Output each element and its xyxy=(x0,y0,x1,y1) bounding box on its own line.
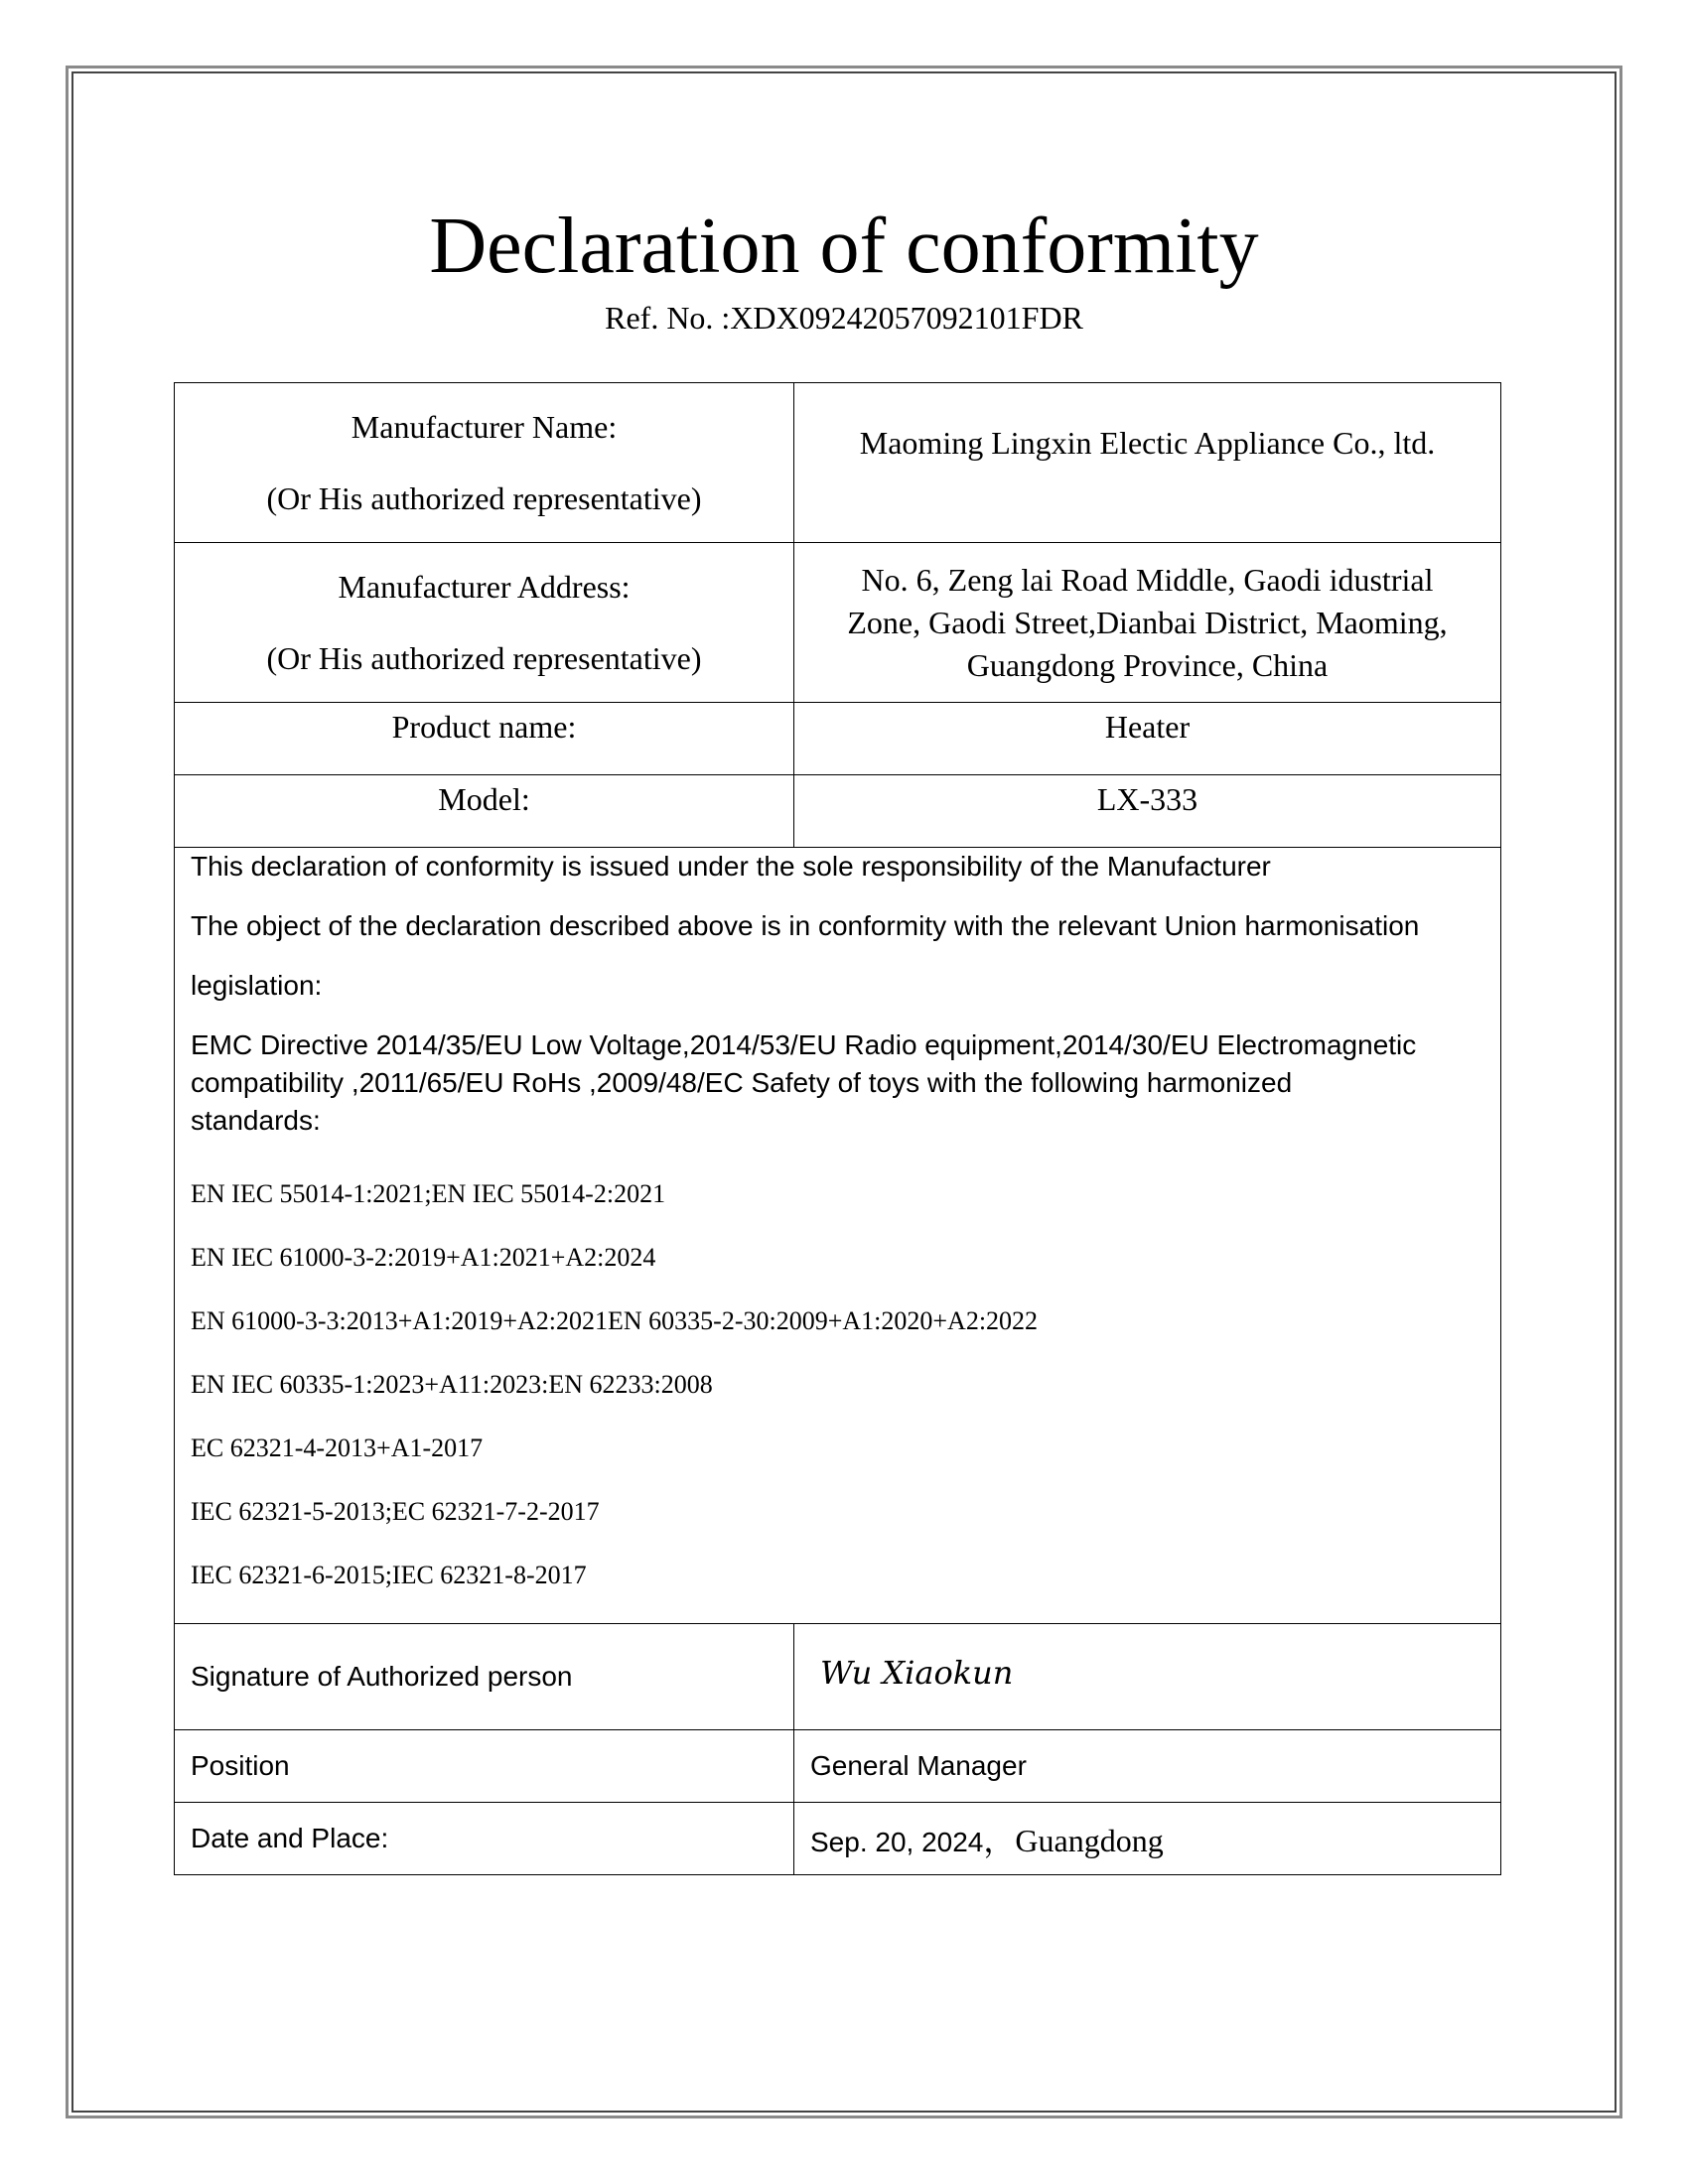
date-value: Sep. 20, 2024 xyxy=(810,1827,984,1857)
document-title: Declaration of conformity xyxy=(429,203,1259,290)
manufacturer-name-value: Maoming Lingxin Electic Appliance Co., ltd. xyxy=(859,425,1436,461)
model-value: LX-333 xyxy=(1096,781,1198,817)
manufacturer-address-line: Zone, Gaodi Street,Dianbai District, Maoming, xyxy=(847,604,1448,640)
date-place-row xyxy=(175,1803,1501,1875)
model-value-cell xyxy=(794,775,1501,848)
product-name-row xyxy=(175,703,1501,775)
model-label: Model: xyxy=(438,781,530,817)
standard-item: EN IEC 60335-1:2023+A11:2023:EN 62233:2008 xyxy=(191,1370,713,1399)
manufacturer-name-value-cell xyxy=(794,383,1501,543)
signature-label: Signature of Authorized person xyxy=(191,1661,573,1692)
position-label-cell xyxy=(175,1730,794,1803)
date-place-label-cell xyxy=(175,1803,794,1875)
manufacturer-name-label: Manufacturer Name: xyxy=(351,409,618,445)
manufacturer-address-row xyxy=(175,543,1501,703)
declaration-cell xyxy=(175,848,1501,1624)
conformity-statement-line: The object of the declaration described above is in conformity with the relevant Union harmonisation xyxy=(191,910,1420,941)
signature-value-cell xyxy=(794,1624,1501,1730)
manufacturer-address-label: Manufacturer Address: xyxy=(338,569,631,605)
product-name-value: Heater xyxy=(1104,709,1191,745)
manufacturer-address-line: No. 6, Zeng lai Road Middle, Gaodi idustrial xyxy=(861,561,1434,598)
position-value-cell xyxy=(794,1730,1501,1803)
place-value: ，Guangdong xyxy=(983,1823,1164,1858)
declaration-row xyxy=(175,848,1501,1624)
standard-item: EN 61000-3-3:2013+A1:2019+A2:2021EN 60335-2-30:2009+A1:2020+A2:2022 xyxy=(191,1306,1039,1335)
signature-label-cell xyxy=(175,1624,794,1730)
manufacturer-name-label-cell xyxy=(175,383,794,543)
standard-item: EN IEC 55014-1:2021;EN IEC 55014-2:2021 xyxy=(191,1179,666,1208)
responsibility-statement: This declaration of conformity is issued under the sole responsibility of the Manufacturer xyxy=(191,851,1271,882)
handwritten-signature: Wu Xiaokun xyxy=(820,1654,1014,1692)
manufacturer-address-sublabel: (Or His authorized representative) xyxy=(266,640,702,676)
declaration-table xyxy=(174,382,1501,1875)
manufacturer-address-label-cell xyxy=(175,543,794,703)
conformity-statement-line: legislation: xyxy=(191,970,323,1001)
directives-line: compatibility ,2011/65/EU RoHs ,2009/48/EC Safety of toys with the following harmonized xyxy=(191,1067,1293,1098)
manufacturer-name-row xyxy=(175,383,1501,543)
product-name-value-cell xyxy=(794,703,1501,775)
reference-number: Ref. No. :XDX09242057092101FDR xyxy=(605,300,1083,336)
model-row xyxy=(175,775,1501,848)
date-place-label: Date and Place: xyxy=(191,1823,389,1853)
manufacturer-address-value-cell xyxy=(794,543,1501,703)
position-value: General Manager xyxy=(810,1750,1027,1781)
product-name-label: Product name: xyxy=(391,709,577,745)
manufacturer-name-sublabel: (Or His authorized representative) xyxy=(266,480,702,516)
position-row xyxy=(175,1730,1501,1803)
standard-item: EC 62321-4-2013+A1-2017 xyxy=(191,1433,484,1462)
signature-row xyxy=(175,1624,1501,1730)
product-name-label-cell xyxy=(175,703,794,775)
standard-item: EN IEC 61000-3-2:2019+A1:2021+A2:2024 xyxy=(191,1243,656,1272)
model-label-cell xyxy=(175,775,794,848)
directives-line: standards: xyxy=(191,1105,321,1136)
position-label: Position xyxy=(191,1750,290,1781)
date-place-value-cell xyxy=(794,1803,1501,1875)
standard-item: IEC 62321-6-2015;IEC 62321-8-2017 xyxy=(191,1561,587,1589)
directives-line: EMC Directive 2014/35/EU Low Voltage,2014/53/EU Radio equipment,2014/30/EU Electromagnetic xyxy=(191,1029,1417,1060)
standard-item: IEC 62321-5-2013;EC 62321-7-2-2017 xyxy=(191,1497,600,1526)
manufacturer-address-line: Guangdong Province, China xyxy=(966,646,1329,683)
